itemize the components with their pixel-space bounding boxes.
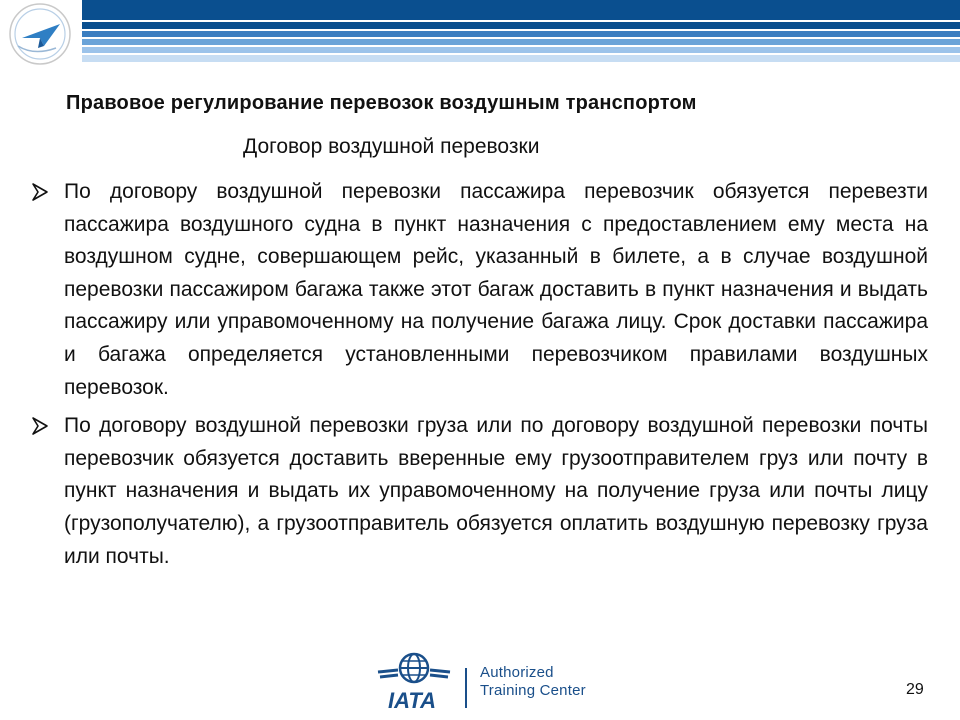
airplane-icon <box>4 2 76 66</box>
list-item <box>30 410 928 573</box>
bullet-text: По договору воздушной перевозки груза или по договору воздушной перевозки почты перевозчик обязуется доставить вверенные ему грузоотправителем груз или почту в пункт назначения и выдать их управомоченному на получение груза или почты лицу (грузополучателю), а грузоотправитель обязуется оплатить воздушную перевозку груза или почты. <box>64 414 928 568</box>
iata-wordmark: IATA <box>387 688 437 712</box>
page-title: Правовое регулирование перевозок воздушным транспортом <box>66 92 697 114</box>
authorized-training-center <box>480 664 586 700</box>
atc-line-2: Training Center <box>480 682 586 699</box>
header-logo <box>0 0 82 66</box>
atc-line-1: Authorized <box>480 664 554 681</box>
bullet-list <box>30 176 928 579</box>
arrow-bullet-icon <box>30 410 52 442</box>
page-number: 29 <box>906 681 924 698</box>
arrow-bullet-icon <box>30 176 52 208</box>
list-item <box>30 176 928 404</box>
globe-icon <box>374 648 474 712</box>
page-subtitle: Договор воздушной перевозки <box>243 135 540 158</box>
header-banner <box>82 0 960 66</box>
bullet-text: По договору воздушной перевозки пассажира перевозчик обязуется перевезти пассажира воздушного судна в пункт назначения с предоставлением ему места на воздушном судне, совершающем рейс, указанный в билете, а в случае воздушной перевозки пассажиром багажа также этот багаж доставить в пункт назначения и выдать пассажиру или управомоченному на получение багажа лицу. Срок доставки пассажира и багажа определяется установленными перевозчиком правилами воздушных перевозок. <box>64 180 928 399</box>
